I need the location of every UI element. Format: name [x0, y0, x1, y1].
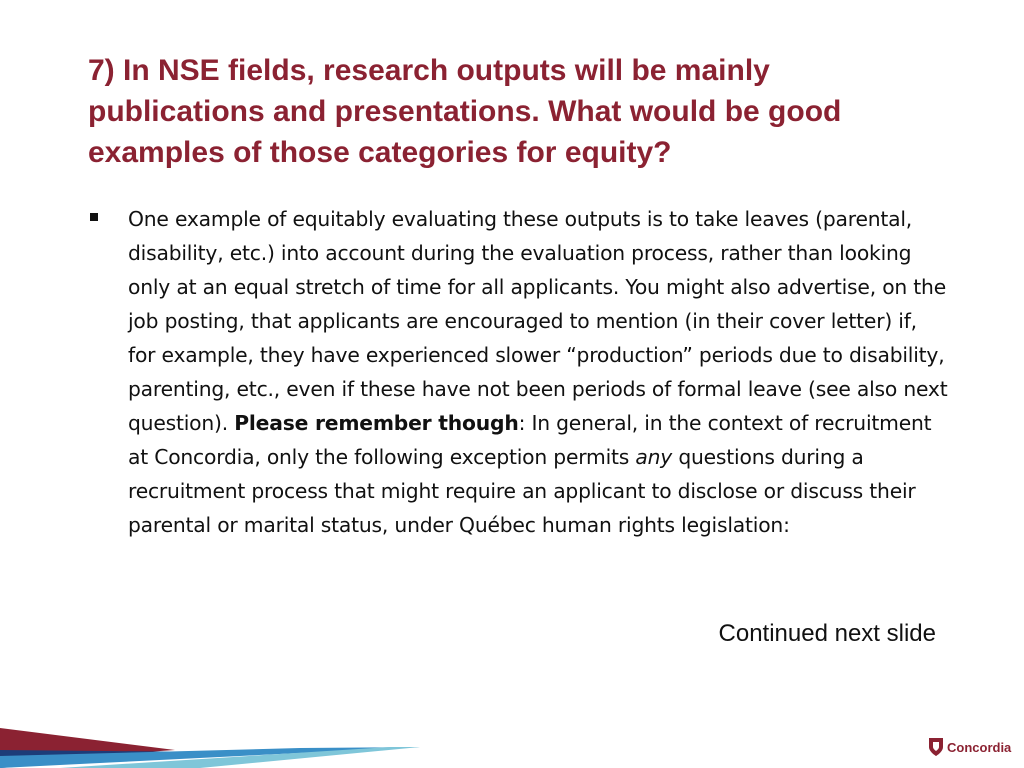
concordia-logo — [928, 735, 1011, 759]
slide-title: 7) In NSE fields, research outputs will be mainly publications and presentations. What would be good examples of those categories for equity? — [88, 54, 842, 169]
bullet-text-part-1: One example of equitably evaluating these outputs is to take leaves (parental, disability, etc.) into account during the evaluation process, rather than looking only at an equal stretch of time for all applicants. You might also advertise, on the job posting, that applicants are encouraged to mention (in their cover letter) if, for example, they have experienced slower “production” periods due to disability, parenting, etc., even if these have not been periods of formal leave (see also next question). — [128, 207, 948, 435]
bullet-bold-reminder: Please remember though — [234, 411, 519, 435]
concordia-crest-icon — [928, 737, 944, 757]
bullet-italic-any: any — [635, 445, 673, 469]
bullet-text-part-2: : In general, in the context of recruitment at Concordia, only the following exception permits — [128, 411, 932, 469]
bullet-item — [88, 202, 948, 542]
footer-stripes-decoration — [0, 700, 420, 768]
bullet-list — [88, 202, 948, 542]
concordia-wordmark: Concordia — [947, 739, 1012, 755]
continued-next-slide-label: Continued next slide — [718, 620, 936, 647]
bullet-text-part-3: questions during a recruitment process that might require an applicant to disclose or discuss their parental or marital status, under Québec human rights legislation: — [128, 445, 916, 537]
square-bullet-icon — [90, 213, 98, 221]
